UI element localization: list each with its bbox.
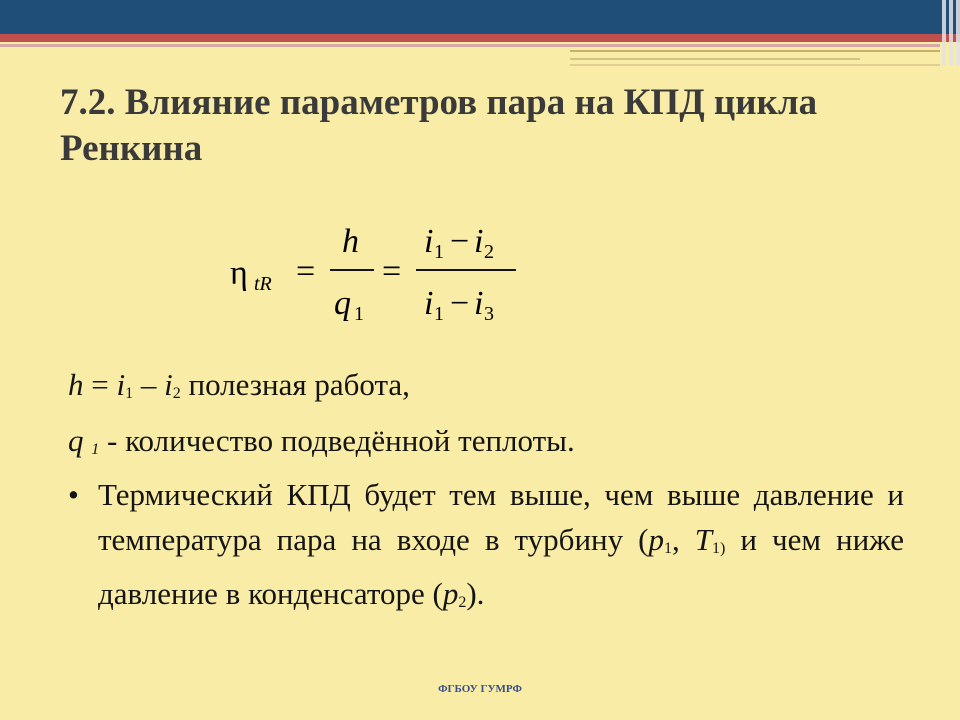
- header-red-stripe: [0, 34, 960, 42]
- bullet-text-part: и чем ниже давление в конденсаторе (: [98, 522, 905, 611]
- frac2-num-i: i: [474, 223, 484, 260]
- q-symbol: q: [68, 423, 84, 458]
- heat-input-line: [68, 422, 928, 469]
- eta-symbol: η: [230, 255, 248, 292]
- frac2-den-i-sub: 3: [484, 303, 494, 325]
- bullet-dot: •: [68, 477, 79, 512]
- header-bar: [0, 0, 960, 34]
- T1-symbol: T: [694, 522, 713, 557]
- frac2-den-minus: −: [450, 285, 470, 322]
- p2-subscript: 2: [458, 594, 467, 611]
- useful-work-text: полезная работа,: [180, 367, 410, 402]
- frac2-den-i-sub: 1: [434, 303, 444, 325]
- equals-sign: =: [296, 253, 316, 290]
- minus-text: –: [133, 367, 165, 402]
- slide-title: 7.2. Влияние параметров пара на КПД цикла Ренкина: [60, 82, 818, 169]
- i1-subscript: 1: [125, 385, 134, 402]
- frac2-num-i-sub: 1: [434, 241, 444, 263]
- bullet-text: [98, 472, 904, 625]
- T1-subscript: 1): [712, 540, 726, 557]
- bullet-text-part: Термический КПД будет тем выше, чем выше давление и температура пара на входе в турбину (: [98, 477, 904, 557]
- efficiency-formula: [230, 222, 530, 332]
- frac2-num-i-sub: 2: [484, 241, 494, 263]
- p1-subscript: 1: [664, 540, 672, 557]
- header-line: [570, 64, 940, 66]
- i2-subscript: 2: [172, 385, 181, 402]
- frac2-den-i: i: [474, 285, 484, 322]
- frac1-numerator: h: [342, 223, 359, 260]
- p1-symbol: p: [648, 522, 664, 557]
- frac1-denominator: q: [334, 285, 351, 322]
- bullet-text-part: ).: [466, 576, 485, 611]
- q-subscript: 1: [91, 441, 100, 458]
- useful-work-line: [68, 366, 928, 413]
- frac2-num-minus: −: [450, 223, 470, 260]
- equals-sign: =: [382, 253, 402, 290]
- h-symbol: h: [68, 367, 84, 402]
- header-line: [570, 58, 860, 60]
- frac2-den-i: i: [424, 285, 434, 322]
- bullet-text-part: ,: [672, 522, 695, 557]
- header-line: [570, 50, 940, 52]
- frac1-denominator-sub: 1: [354, 303, 364, 325]
- corner-stripes: [934, 0, 960, 66]
- equals-text: =: [83, 367, 117, 402]
- heat-input-text: - количество подведённой теплоты.: [99, 423, 575, 458]
- p2-symbol: p: [442, 576, 459, 611]
- frac2-num-i: i: [424, 223, 434, 260]
- bullet-item: [68, 472, 904, 625]
- i2-symbol: i: [164, 367, 173, 402]
- footer-text: ФГБОУ ГУМРФ: [438, 683, 522, 695]
- i1-symbol: i: [116, 367, 126, 402]
- eta-subscript: tR: [254, 273, 272, 295]
- header-line: [0, 44, 940, 47]
